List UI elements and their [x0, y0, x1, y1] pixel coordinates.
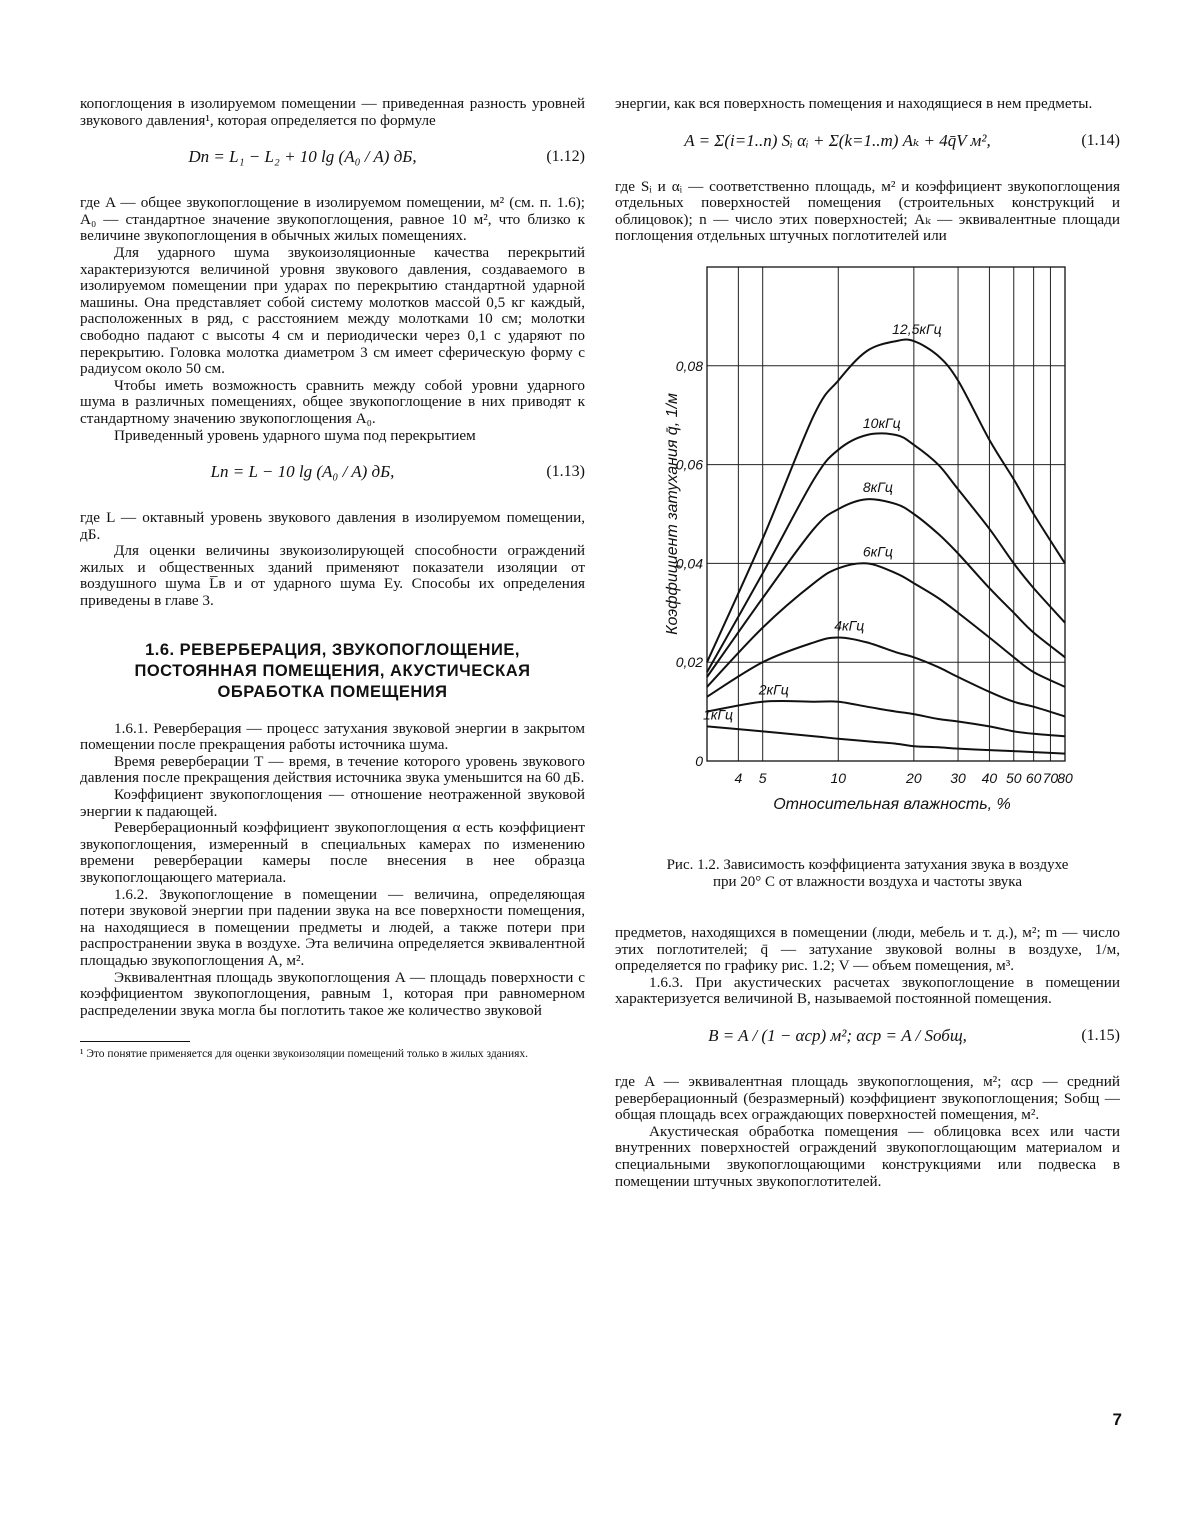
paragraph: 1.6.3. При акустических расчетах звукопоглощение в помещении характеризуется величиной B, называемой постоянной помещения. — [615, 973, 1120, 1008]
figure-1-2 — [615, 253, 1120, 851]
paragraph: Эквивалентная площадь звукопоглощения A — площадь поверхности с коэффициентом звукопоглощения, равным 1, которая при равномерном распределении звука могла бы поглотить такое же количество звуковой — [80, 968, 585, 1019]
x-tick-label: 50 — [1005, 769, 1022, 786]
series-label: 8кГц — [862, 479, 893, 496]
paragraph: 1.6.1. Реверберация — процесс затухания звуковой энергии в закрытом помещении после прекращения работы источника шума. — [80, 719, 585, 754]
paragraph: где Sᵢ и αᵢ — соответственно площадь, м² и коэффициент звукопоглощения отдельных поверхностей помещения (строительных конструкций и облицовок); n — число этих поверхностей; Aₖ — эквивалентные площади поглощения отдельных штучных поглотителей или — [615, 177, 1120, 245]
paragraph: копоглощения в изолируемом помещении — приведенная разность уровней звукового давления¹, которая определяется по формуле — [80, 95, 585, 129]
x-tick-label: 30 — [950, 769, 966, 786]
paragraph: где A — эквивалентная площадь звукопоглощения, м²; αср — средний реверберационный (безразмерный) коэффициент звукопоглощения; Sобщ — общая площадь всех ограждающих поверхностей помещения, м². — [615, 1072, 1120, 1124]
series-label: 6кГц — [862, 543, 893, 560]
x-axis-label: Относительная влажность, % — [773, 795, 1011, 813]
x-tick-label: 60 — [1025, 769, 1042, 786]
paragraph: Для оценки величины звукоизолирующей способности ограждений жилых и общественных зданий применяют показатели изоляции от воздушного шума L̅в и от ударного шума Eу. Способы их определения приведены в главе 3. — [80, 542, 585, 610]
formula-1-12 — [80, 135, 585, 187]
formula-number: (1.13) — [546, 463, 585, 481]
paragraph: Приведенный уровень ударного шума под перекрытием — [114, 426, 476, 444]
formula-expression: B = A / (1 − αср) м²; αср = A / Sобщ, — [708, 1025, 967, 1045]
x-tick-label: 80 — [1057, 769, 1073, 786]
series-line — [707, 563, 1065, 687]
formula-expression: A = Σ(i=1..n) Sᵢ αᵢ + Σ(k=1..m) Aₖ + 4q̄V м², — [684, 130, 991, 150]
x-tick-label: 70 — [1042, 769, 1059, 786]
y-tick-label: 0,06 — [675, 456, 703, 473]
paragraph: где L — октавный уровень звукового давления в изолируемом помещении, дБ. — [80, 509, 585, 543]
x-tick-label: 20 — [906, 769, 922, 786]
formula-1-13 — [80, 450, 585, 502]
figure-caption: Рис. 1.2. Зависимость коэффициента затухания звука в воздухе при 20° С от влажности воздуха и частоты звука — [666, 856, 1069, 890]
formula-number: (1.14) — [1081, 131, 1120, 149]
paragraph: 1.6.2. Звукопоглощение в помещении — величина, определяющая потери звуковой энергии при падении звука на все поверхности помещения, на находящиеся в помещении предметы и людей, а также потери при распространении звука в воздухе. Эта величина определяется эквивалентной площадью звукопоглощения A, м². — [80, 885, 585, 969]
paragraph: Чтобы иметь возможность сравнить между собой уровни ударного шума в различных помещениях, общее звукопоглощение в них приводят к стандартному значению звукопоглощения A₀. — [80, 376, 585, 427]
section-heading: 1.6. РЕВЕРБЕРАЦИЯ, ЗВУКОПОГЛОЩЕНИЕ, ПОСТОЯННАЯ ПОМЕЩЕНИЯ, АКУСТИЧЕСКАЯ ОБРАБОТКА ПОМЕЩЕНИЯ — [134, 640, 531, 701]
y-tick-label: 0 — [695, 752, 703, 769]
series-label: 10кГц — [862, 414, 901, 431]
y-tick-label: 0,02 — [675, 654, 703, 671]
y-tick-label: 0,04 — [675, 555, 703, 572]
paragraph: Время реверберации T — время, в течение которого уровень звукового давления после прекращения действия источника звука уменьшится на 60 дБ. — [80, 752, 585, 787]
formula-1-15 — [615, 1014, 1120, 1066]
paragraph: Акустическая обработка помещения — облицовка всех или части внутренних поверхностей ограждений звукопоглощающим материалом и специальными звукопоглощающими конструкциями или подвеска в помещении штучных звукопоглотителей. — [615, 1122, 1120, 1190]
paragraph: Коэффициент звукопоглощения — отношение неотраженной звуковой энергии к падающей. — [80, 786, 585, 820]
x-tick-label: 4 — [734, 769, 743, 786]
formula-number: (1.15) — [1081, 1026, 1120, 1044]
paragraph: Реверберационный коэффициент звукопоглощения α есть коэффициент звукопоглощения, измеренный в специальных камерах по изменению времени реверберации камеры после внесения в нее образца звукопоглощающего материала. — [80, 819, 585, 886]
left-column — [80, 96, 585, 1061]
attenuation-chart — [615, 253, 1120, 851]
paragraph: энергии, как вся поверхность помещения и находящиеся в нем предметы. — [615, 95, 1093, 112]
paragraph: где A — общее звукопоглощение в изолируемом помещении, м² (см. п. 1.6); A₀ — стандартное значение звукопоглощения, равное 10 м², что близко к величине звукопоглощения в обычных жилых помещениях. — [80, 194, 585, 245]
x-tick-label: 10 — [830, 769, 847, 786]
series-line — [707, 637, 1065, 716]
y-axis-label: Коэффициент затухания q̄, 1/м — [664, 393, 681, 635]
series-label: 1кГц — [703, 706, 734, 723]
series-line — [707, 499, 1065, 677]
formula-expression: Dп = L₁ − L₂ + 10 lg (A₀ / A) дБ, — [188, 147, 417, 167]
series-label: 12,5кГц — [892, 321, 942, 338]
series-label: 2кГц — [758, 681, 789, 698]
y-tick-label: 0,08 — [675, 357, 703, 374]
footnote-rule — [80, 1041, 190, 1042]
paragraph: предметов, находящихся в помещении (люди, мебель и т. д.), м²; m — число этих поглотителей; q̄ — затухание звуковой волны в воздухе, 1/м, определяется по графику рис. 1.2; V — объем помещения, м³. — [615, 923, 1120, 975]
footnote: ¹ Это понятие применяется для оценки звукоизоляции помещений только в жилых зданиях. — [80, 1048, 529, 1061]
x-tick-label: 5 — [758, 769, 767, 786]
formula-number: (1.12) — [546, 148, 585, 166]
page-number: 7 — [1112, 1410, 1122, 1429]
x-tick-label: 40 — [981, 769, 998, 786]
formula-expression: Lп = L − 10 lg (A₀ / A) дБ, — [210, 462, 395, 482]
paragraph: Для ударного шума звукоизоляционные качества перекрытий характеризуются величиной уровня звукового давления, создаваемого в изолируемом помещении при ударах по перекрытию стандартной ударной машины. Она представляет собой систему молотков массой 0,5 кг каждый, расположенных в ряд, с расстоянием между молотками 10 см; молотки свободно падают с высоты 4 см и периодически через 0,1 с ударяют по перекрытию. Головка молотка диаметром 3 см имеет сферическую форму с радиусом около 50 см. — [80, 243, 585, 378]
series-label: 4кГц — [834, 617, 865, 634]
formula-1-14 — [615, 119, 1120, 171]
right-column — [615, 96, 1120, 1190]
